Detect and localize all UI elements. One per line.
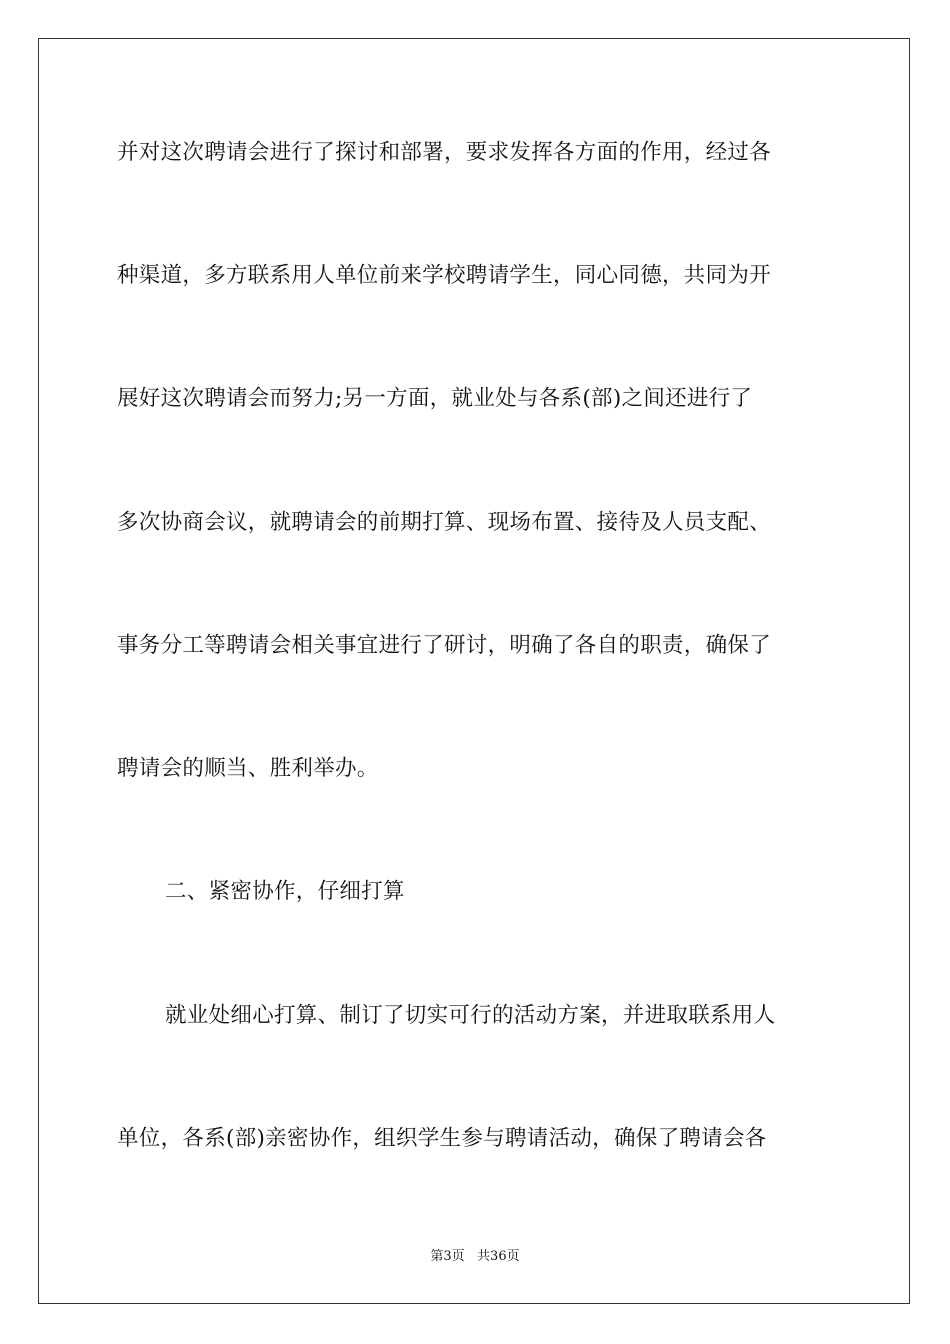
page-border: [38, 38, 910, 1304]
paragraph2-line-1: 就业处细心打算、制订了切实可行的活动方案，并进取联系用人: [165, 1003, 776, 1028]
body-text-line-2: 种渠道，多方联系用人单位前来学校聘请学生，同心同德，共同为开: [117, 263, 772, 288]
body-text-line-5: 事务分工等聘请会相关事宜进行了研讨，明确了各自的职责，确保了: [117, 633, 772, 658]
body-text-line-4: 多次协商会议，就聘请会的前期打算、现场布置、接待及人员支配、: [117, 510, 772, 535]
page-number-footer: 第3页 共36页: [430, 1249, 520, 1264]
body-text-line-6: 聘请会的顺当、胜利举办。: [117, 756, 379, 781]
body-text-line-3: 展好这次聘请会而努力;另一方面，就业处与各系(部)之间还进行了: [117, 386, 753, 411]
body-text-line-1: 并对这次聘请会进行了探讨和部署，要求发挥各方面的作用，经过各: [117, 140, 772, 165]
paragraph2-line-2: 单位，各系(部)亲密协作，组织学生参与聘请活动，确保了聘请会各: [117, 1126, 767, 1151]
section-heading: 二、紧密协作，仔细打算: [165, 879, 405, 904]
